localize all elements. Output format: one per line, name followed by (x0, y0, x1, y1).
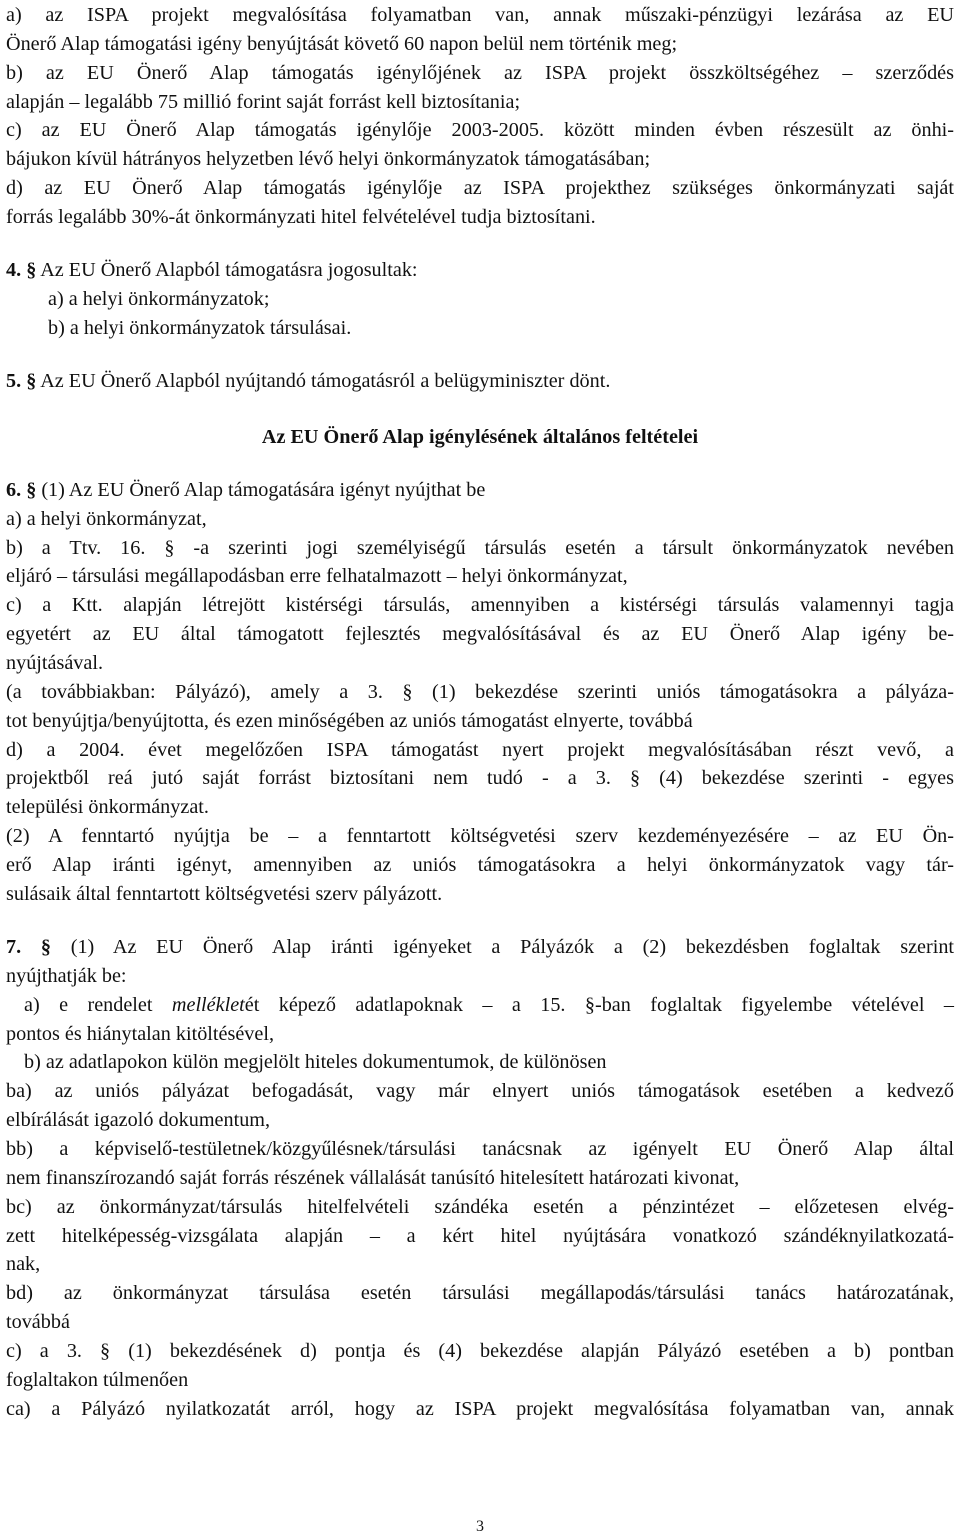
text-line: a) az ISPA projekt megvalósítása folyamatban van, annak műszaki-pénzügyi lezárása az EU (6, 4, 954, 26)
text-span: Az EU Önerő Alapból támogatásra jogosultak: (40, 259, 418, 281)
text-line: projektből reá jutó saját forrást biztosítani nem tudó - a 3. § (4) bekezdése szerinti - egyes (6, 767, 954, 789)
text-line: foglaltakon túlmenően (6, 1369, 189, 1391)
section-number: 7. § (6, 936, 51, 958)
text-line: zett hitelképesség-vizsgálata alapján – a kért hitel nyújtására vonatkozó szándéknyilatkozatá- (6, 1225, 954, 1247)
section-6-line (6, 477, 954, 503)
text-line: forrás legalább 30%-át önkormányzati hitel felvételével tudja biztosítani. (6, 206, 596, 228)
text-line: bc) az önkormányzat/társulás hitelfelvételi szándéka esetén a pénzintézet – előzetesen elvég- (6, 1196, 954, 1218)
text-line: b) a Ttv. 16. § -a szerinti jogi személyiségű társulás esetén a társult önkormányzatok nevében (6, 537, 954, 559)
text-line: d) a 2004. évet megelőzően ISPA támogatást nyert projekt megvalósításában részt vevő, a (6, 739, 954, 761)
text-span: (1) Az EU Önerő Alap iránti igényeket a Pályázók a (2) bekezdésben foglaltak szerint (70, 936, 955, 958)
text-line: ba) az uniós pályázat befogadását, vagy már elnyert uniós támogatások esetében a kedvező (6, 1080, 954, 1102)
section-number: 6. § (6, 479, 37, 501)
text-line: tot benyújtja/benyújtotta, és ezen minőségében az uniós támogatást elnyerte, továbbá (6, 710, 693, 732)
text-line: alapján – legalább 75 millió forint saját forrást kell biztosítania; (6, 91, 521, 113)
text-line: eljáró – társulási megállapodásban erre felhatalmazott – helyi önkormányzat, (6, 565, 628, 587)
item-7a-line (24, 992, 954, 1018)
text-line: sulásaik által fenntartott költségvetési szerv pályázott. (6, 883, 443, 905)
text-line: továbbá (6, 1311, 70, 1333)
text-line: nyújtásával. (6, 652, 103, 674)
text-line: bb) a képviselő-testületnek/közgyűlésnek/társulási tanácsnak az igényelt EU Önerő Alap által (6, 1138, 954, 1160)
text-line: d) az EU Önerő Alap támogatás igénylője az ISPA projekthez szükséges önkormányzati saját (6, 177, 954, 199)
text-line: nak, (6, 1253, 41, 1275)
text-line: (a továbbiakban: Pályázó), amely a 3. § (1) bekezdése szerinti uniós támogatásokra a pályáza- (6, 681, 954, 703)
section-number: 5. § (6, 370, 37, 392)
text-line: nyújthatják be: (6, 965, 127, 987)
section-5-line (6, 368, 954, 394)
text-line: egyetért az EU által támogatott fejlesztés megvalósításával és az EU Önerő Alap igény be- (6, 623, 954, 645)
text-span: -ban foglaltak figyelembe vételével – (594, 994, 955, 1016)
text-line: ca) a Pályázó nyilatkozatát arról, hogy az ISPA projekt megvalósítása folyamatban van, annak (6, 1398, 954, 1420)
text-line: települési önkormányzat. (6, 796, 209, 818)
section-number: 4. § (6, 259, 37, 281)
text-line: b) az adatlapokon külön megjelölt hiteles dokumentumok, de különösen (24, 1051, 607, 1073)
section-7-line (6, 934, 954, 960)
text-span: Az EU Önerő Alapból nyújtandó támogatásról a belügyminiszter dönt. (40, 370, 611, 392)
text-line: b) a helyi önkormányzatok társulásai. (48, 317, 352, 339)
italic-text: melléklet (171, 994, 245, 1016)
text-line: (2) A fenntartó nyújtja be – a fenntartott költségvetési szerv kezdeményezésére – az EU Ön- (6, 825, 954, 847)
text-line: Önerő Alap támogatási igény benyújtását követő 60 napon belül nem történik meg; (6, 33, 678, 55)
section-4-line (6, 257, 954, 283)
text-line: c) a 3. § (1) bekezdésének d) pontja és (4) bekezdése alapján Pályázó esetében a b) pontban (6, 1340, 954, 1362)
text-line: pontos és hiánytalan kitöltésével, (6, 1023, 274, 1045)
page-number: 3 (476, 1518, 484, 1535)
text-line: bájukon kívül hátrányos helyzetben lévő helyi önkormányzatok támogatásában; (6, 148, 651, 170)
text-span: ét képező adatlapoknak – a 15. § (244, 994, 595, 1016)
text-line: erő Alap iránti igényt, amennyiben az uniós támogatásokra a helyi önkormányzatok vagy tár- (6, 854, 954, 876)
section-heading: Az EU Önerő Alap igénylésének általános feltételei (261, 426, 699, 448)
text-span: (1) Az EU Önerő Alap támogatására igényt nyújthat be (41, 479, 486, 501)
text-line: a) a helyi önkormányzat, (6, 508, 207, 530)
text-line: b) az EU Önerő Alap támogatás igénylőjének az ISPA projekt összköltségéhez – szerződés (6, 62, 954, 84)
text-line: nem finanszírozandó saját forrás részének vállalását tanúsító hitelesített határozati kivonat, (6, 1167, 740, 1189)
text-line: a) a helyi önkormányzatok; (48, 288, 270, 310)
text-line: elbírálását igazoló dokumentum, (6, 1109, 271, 1131)
text-line: c) a Ktt. alapján létrejött kistérségi társulás, amennyiben a kistérségi társulás valamennyi tagja (6, 594, 954, 616)
text-line: c) az EU Önerő Alap támogatás igénylője 2003-2005. között minden évben részesült az önhi- (6, 119, 954, 141)
text-line: bd) az önkormányzat társulása esetén társulási megállapodás/társulási tanács határozatának, (6, 1282, 954, 1304)
text-span: a) e rendelet (24, 994, 172, 1016)
